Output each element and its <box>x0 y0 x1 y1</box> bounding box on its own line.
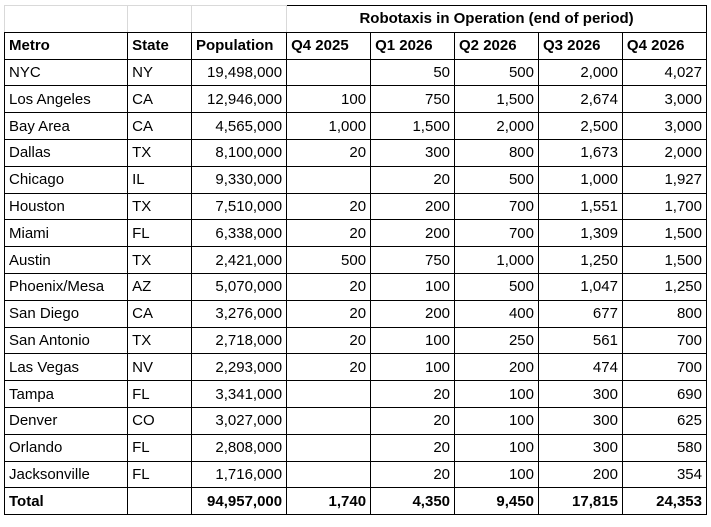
population-cell[interactable]: 9,330,000 <box>191 166 286 193</box>
q1-2026-cell[interactable]: 300 <box>371 139 455 166</box>
q3-2026-cell[interactable]: 474 <box>538 354 622 381</box>
q2-2026-cell[interactable]: 1,500 <box>455 86 539 113</box>
population-cell[interactable]: 3,027,000 <box>191 407 286 434</box>
q4-2026-cell[interactable]: 3,000 <box>622 113 706 140</box>
q4-2026-cell[interactable]: 3,000 <box>622 86 706 113</box>
blank-cell[interactable] <box>5 6 128 33</box>
q2-2026-cell[interactable]: 800 <box>455 139 539 166</box>
q4-2025-cell[interactable] <box>287 407 371 434</box>
q4-2025-cell[interactable] <box>287 461 371 488</box>
q4-2026-cell[interactable]: 700 <box>622 327 706 354</box>
metro-cell[interactable]: Austin <box>5 247 128 274</box>
table-row <box>5 300 707 327</box>
metro-cell[interactable]: Las Vegas <box>5 354 128 381</box>
q4-2025-cell[interactable]: 20 <box>287 354 371 381</box>
q1-2026-cell[interactable]: 750 <box>371 86 455 113</box>
q4-2025-cell[interactable]: 20 <box>287 273 371 300</box>
q4-2026-cell[interactable]: 625 <box>622 407 706 434</box>
q1-2026-cell[interactable]: 20 <box>371 407 455 434</box>
q4-2025-cell[interactable] <box>287 59 371 86</box>
table-row <box>5 354 707 381</box>
q3-2026-cell[interactable]: 300 <box>538 434 622 461</box>
q4-2025-cell[interactable]: 1,000 <box>287 113 371 140</box>
q4-2026-cell[interactable]: 1,250 <box>622 273 706 300</box>
state-cell[interactable]: FL <box>128 461 192 488</box>
population-cell[interactable]: 3,276,000 <box>191 300 286 327</box>
total-state-cell[interactable] <box>128 488 192 515</box>
q2-2026-cell[interactable]: 700 <box>455 193 539 220</box>
q1-2026-cell[interactable]: 200 <box>371 300 455 327</box>
table-row <box>5 59 707 86</box>
q4-2025-cell[interactable]: 20 <box>287 193 371 220</box>
header-population[interactable]: Population <box>191 32 286 59</box>
q2-2026-cell[interactable]: 2,000 <box>455 113 539 140</box>
table-row <box>5 220 707 247</box>
population-cell[interactable]: 6,338,000 <box>191 220 286 247</box>
q4-2026-cell[interactable]: 580 <box>622 434 706 461</box>
q2-2026-cell[interactable]: 700 <box>455 220 539 247</box>
state-cell[interactable]: AZ <box>128 273 192 300</box>
q4-2025-cell[interactable]: 20 <box>287 139 371 166</box>
population-cell[interactable]: 1,716,000 <box>191 461 286 488</box>
q4-2025-cell[interactable] <box>287 166 371 193</box>
blank-cell[interactable] <box>191 6 286 33</box>
q4-2025-cell[interactable]: 20 <box>287 300 371 327</box>
metro-cell[interactable]: Miami <box>5 220 128 247</box>
super-header-row <box>5 6 707 33</box>
q1-2026-cell[interactable]: 20 <box>371 381 455 408</box>
q3-2026-cell[interactable]: 200 <box>538 461 622 488</box>
total-population-cell[interactable]: 94,957,000 <box>191 488 286 515</box>
population-cell[interactable]: 4,565,000 <box>191 113 286 140</box>
header-state[interactable]: State <box>128 32 192 59</box>
spreadsheet <box>4 5 707 515</box>
state-cell[interactable]: TX <box>128 327 192 354</box>
q2-2026-cell[interactable]: 1,000 <box>455 247 539 274</box>
state-cell[interactable]: IL <box>128 166 192 193</box>
state-cell[interactable]: FL <box>128 434 192 461</box>
q1-2026-cell[interactable]: 750 <box>371 247 455 274</box>
q1-2026-cell[interactable]: 100 <box>371 354 455 381</box>
q4-2025-cell[interactable]: 20 <box>287 327 371 354</box>
table-row <box>5 407 707 434</box>
q4-2026-cell[interactable]: 354 <box>622 461 706 488</box>
total-q1-2026-cell[interactable]: 4,350 <box>371 488 455 515</box>
q2-2026-cell[interactable]: 500 <box>455 59 539 86</box>
table-row <box>5 113 707 140</box>
population-cell[interactable]: 7,510,000 <box>191 193 286 220</box>
metro-cell[interactable]: Chicago <box>5 166 128 193</box>
q1-2026-cell[interactable]: 20 <box>371 461 455 488</box>
q1-2026-cell[interactable]: 200 <box>371 220 455 247</box>
q4-2025-cell[interactable]: 20 <box>287 220 371 247</box>
q3-2026-cell[interactable]: 1,047 <box>538 273 622 300</box>
table-row <box>5 139 707 166</box>
state-cell[interactable]: CA <box>128 86 192 113</box>
total-metro-cell[interactable]: Total <box>5 488 128 515</box>
state-cell[interactable]: NY <box>128 59 192 86</box>
table-row <box>5 434 707 461</box>
table-row <box>5 327 707 354</box>
q2-2026-cell[interactable]: 100 <box>455 381 539 408</box>
q4-2026-cell[interactable]: 1,700 <box>622 193 706 220</box>
q1-2026-cell[interactable]: 200 <box>371 193 455 220</box>
state-cell[interactable]: FL <box>128 381 192 408</box>
super-header-title[interactable]: Robotaxis in Operation (end of period) <box>287 6 707 33</box>
q1-2026-cell[interactable]: 20 <box>371 434 455 461</box>
q3-2026-cell[interactable]: 2,500 <box>538 113 622 140</box>
header-q3-2026[interactable]: Q3 2026 <box>538 32 622 59</box>
table-row <box>5 86 707 113</box>
total-q3-2026-cell[interactable]: 17,815 <box>538 488 622 515</box>
q4-2025-cell[interactable]: 500 <box>287 247 371 274</box>
q3-2026-cell[interactable]: 1,551 <box>538 193 622 220</box>
table-row <box>5 247 707 274</box>
metro-cell[interactable]: Bay Area <box>5 113 128 140</box>
table-row <box>5 273 707 300</box>
table-row <box>5 381 707 408</box>
q2-2026-cell[interactable]: 500 <box>455 166 539 193</box>
metro-cell[interactable]: Phoenix/Mesa <box>5 273 128 300</box>
q4-2026-cell[interactable]: 800 <box>622 300 706 327</box>
population-cell[interactable]: 2,808,000 <box>191 434 286 461</box>
q2-2026-cell[interactable]: 100 <box>455 434 539 461</box>
q3-2026-cell[interactable]: 2,000 <box>538 59 622 86</box>
metro-cell[interactable]: NYC <box>5 59 128 86</box>
metro-cell[interactable]: Jacksonville <box>5 461 128 488</box>
q3-2026-cell[interactable]: 561 <box>538 327 622 354</box>
q3-2026-cell[interactable]: 300 <box>538 407 622 434</box>
state-cell[interactable]: CA <box>128 113 192 140</box>
q2-2026-cell[interactable]: 200 <box>455 354 539 381</box>
state-cell[interactable]: CO <box>128 407 192 434</box>
q3-2026-cell[interactable]: 1,000 <box>538 166 622 193</box>
population-cell[interactable]: 12,946,000 <box>191 86 286 113</box>
total-q4-2025-cell[interactable]: 1,740 <box>287 488 371 515</box>
table-row <box>5 461 707 488</box>
q1-2026-cell[interactable]: 20 <box>371 166 455 193</box>
header-q4-2025[interactable]: Q4 2025 <box>287 32 371 59</box>
population-cell[interactable]: 2,293,000 <box>191 354 286 381</box>
metro-cell[interactable]: San Diego <box>5 300 128 327</box>
q4-2025-cell[interactable]: 100 <box>287 86 371 113</box>
header-metro[interactable]: Metro <box>5 32 128 59</box>
state-cell[interactable]: CA <box>128 300 192 327</box>
q4-2025-cell[interactable] <box>287 434 371 461</box>
header-q4-2026[interactable]: Q4 2026 <box>622 32 706 59</box>
q2-2026-cell[interactable]: 500 <box>455 273 539 300</box>
q4-2025-cell[interactable] <box>287 381 371 408</box>
q4-2026-cell[interactable]: 1,927 <box>622 166 706 193</box>
population-cell[interactable]: 2,421,000 <box>191 247 286 274</box>
q1-2026-cell[interactable]: 50 <box>371 59 455 86</box>
metro-cell[interactable]: San Antonio <box>5 327 128 354</box>
q4-2026-cell[interactable]: 690 <box>622 381 706 408</box>
header-q1-2026[interactable]: Q1 2026 <box>371 32 455 59</box>
table-row <box>5 193 707 220</box>
metro-cell[interactable]: Houston <box>5 193 128 220</box>
population-cell[interactable]: 3,341,000 <box>191 381 286 408</box>
population-cell[interactable]: 8,100,000 <box>191 139 286 166</box>
state-cell[interactable]: TX <box>128 139 192 166</box>
state-cell[interactable]: NV <box>128 354 192 381</box>
metro-cell[interactable]: Los Angeles <box>5 86 128 113</box>
q4-2026-cell[interactable]: 4,027 <box>622 59 706 86</box>
q1-2026-cell[interactable]: 1,500 <box>371 113 455 140</box>
q3-2026-cell[interactable]: 1,309 <box>538 220 622 247</box>
population-cell[interactable]: 19,498,000 <box>191 59 286 86</box>
q3-2026-cell[interactable]: 300 <box>538 381 622 408</box>
q1-2026-cell[interactable]: 100 <box>371 273 455 300</box>
header-q2-2026[interactable]: Q2 2026 <box>455 32 539 59</box>
total-q2-2026-cell[interactable]: 9,450 <box>455 488 539 515</box>
q4-2026-cell[interactable]: 2,000 <box>622 139 706 166</box>
table-row <box>5 166 707 193</box>
q2-2026-cell[interactable]: 100 <box>455 407 539 434</box>
robotaxi-table <box>4 5 707 515</box>
blank-cell[interactable] <box>128 6 192 33</box>
column-header-row <box>5 32 707 59</box>
metro-cell[interactable]: Denver <box>5 407 128 434</box>
q3-2026-cell[interactable]: 1,250 <box>538 247 622 274</box>
q4-2026-cell[interactable]: 1,500 <box>622 220 706 247</box>
metro-cell[interactable]: Dallas <box>5 139 128 166</box>
population-cell[interactable]: 2,718,000 <box>191 327 286 354</box>
q2-2026-cell[interactable]: 100 <box>455 461 539 488</box>
q3-2026-cell[interactable]: 1,673 <box>538 139 622 166</box>
q4-2026-cell[interactable]: 1,500 <box>622 247 706 274</box>
q4-2026-cell[interactable]: 700 <box>622 354 706 381</box>
total-row <box>5 488 707 515</box>
q1-2026-cell[interactable]: 100 <box>371 327 455 354</box>
total-q4-2026-cell[interactable]: 24,353 <box>622 488 706 515</box>
q3-2026-cell[interactable]: 677 <box>538 300 622 327</box>
state-cell[interactable]: TX <box>128 247 192 274</box>
q2-2026-cell[interactable]: 400 <box>455 300 539 327</box>
q2-2026-cell[interactable]: 250 <box>455 327 539 354</box>
metro-cell[interactable]: Tampa <box>5 381 128 408</box>
state-cell[interactable]: FL <box>128 220 192 247</box>
q3-2026-cell[interactable]: 2,674 <box>538 86 622 113</box>
population-cell[interactable]: 5,070,000 <box>191 273 286 300</box>
metro-cell[interactable]: Orlando <box>5 434 128 461</box>
state-cell[interactable]: TX <box>128 193 192 220</box>
